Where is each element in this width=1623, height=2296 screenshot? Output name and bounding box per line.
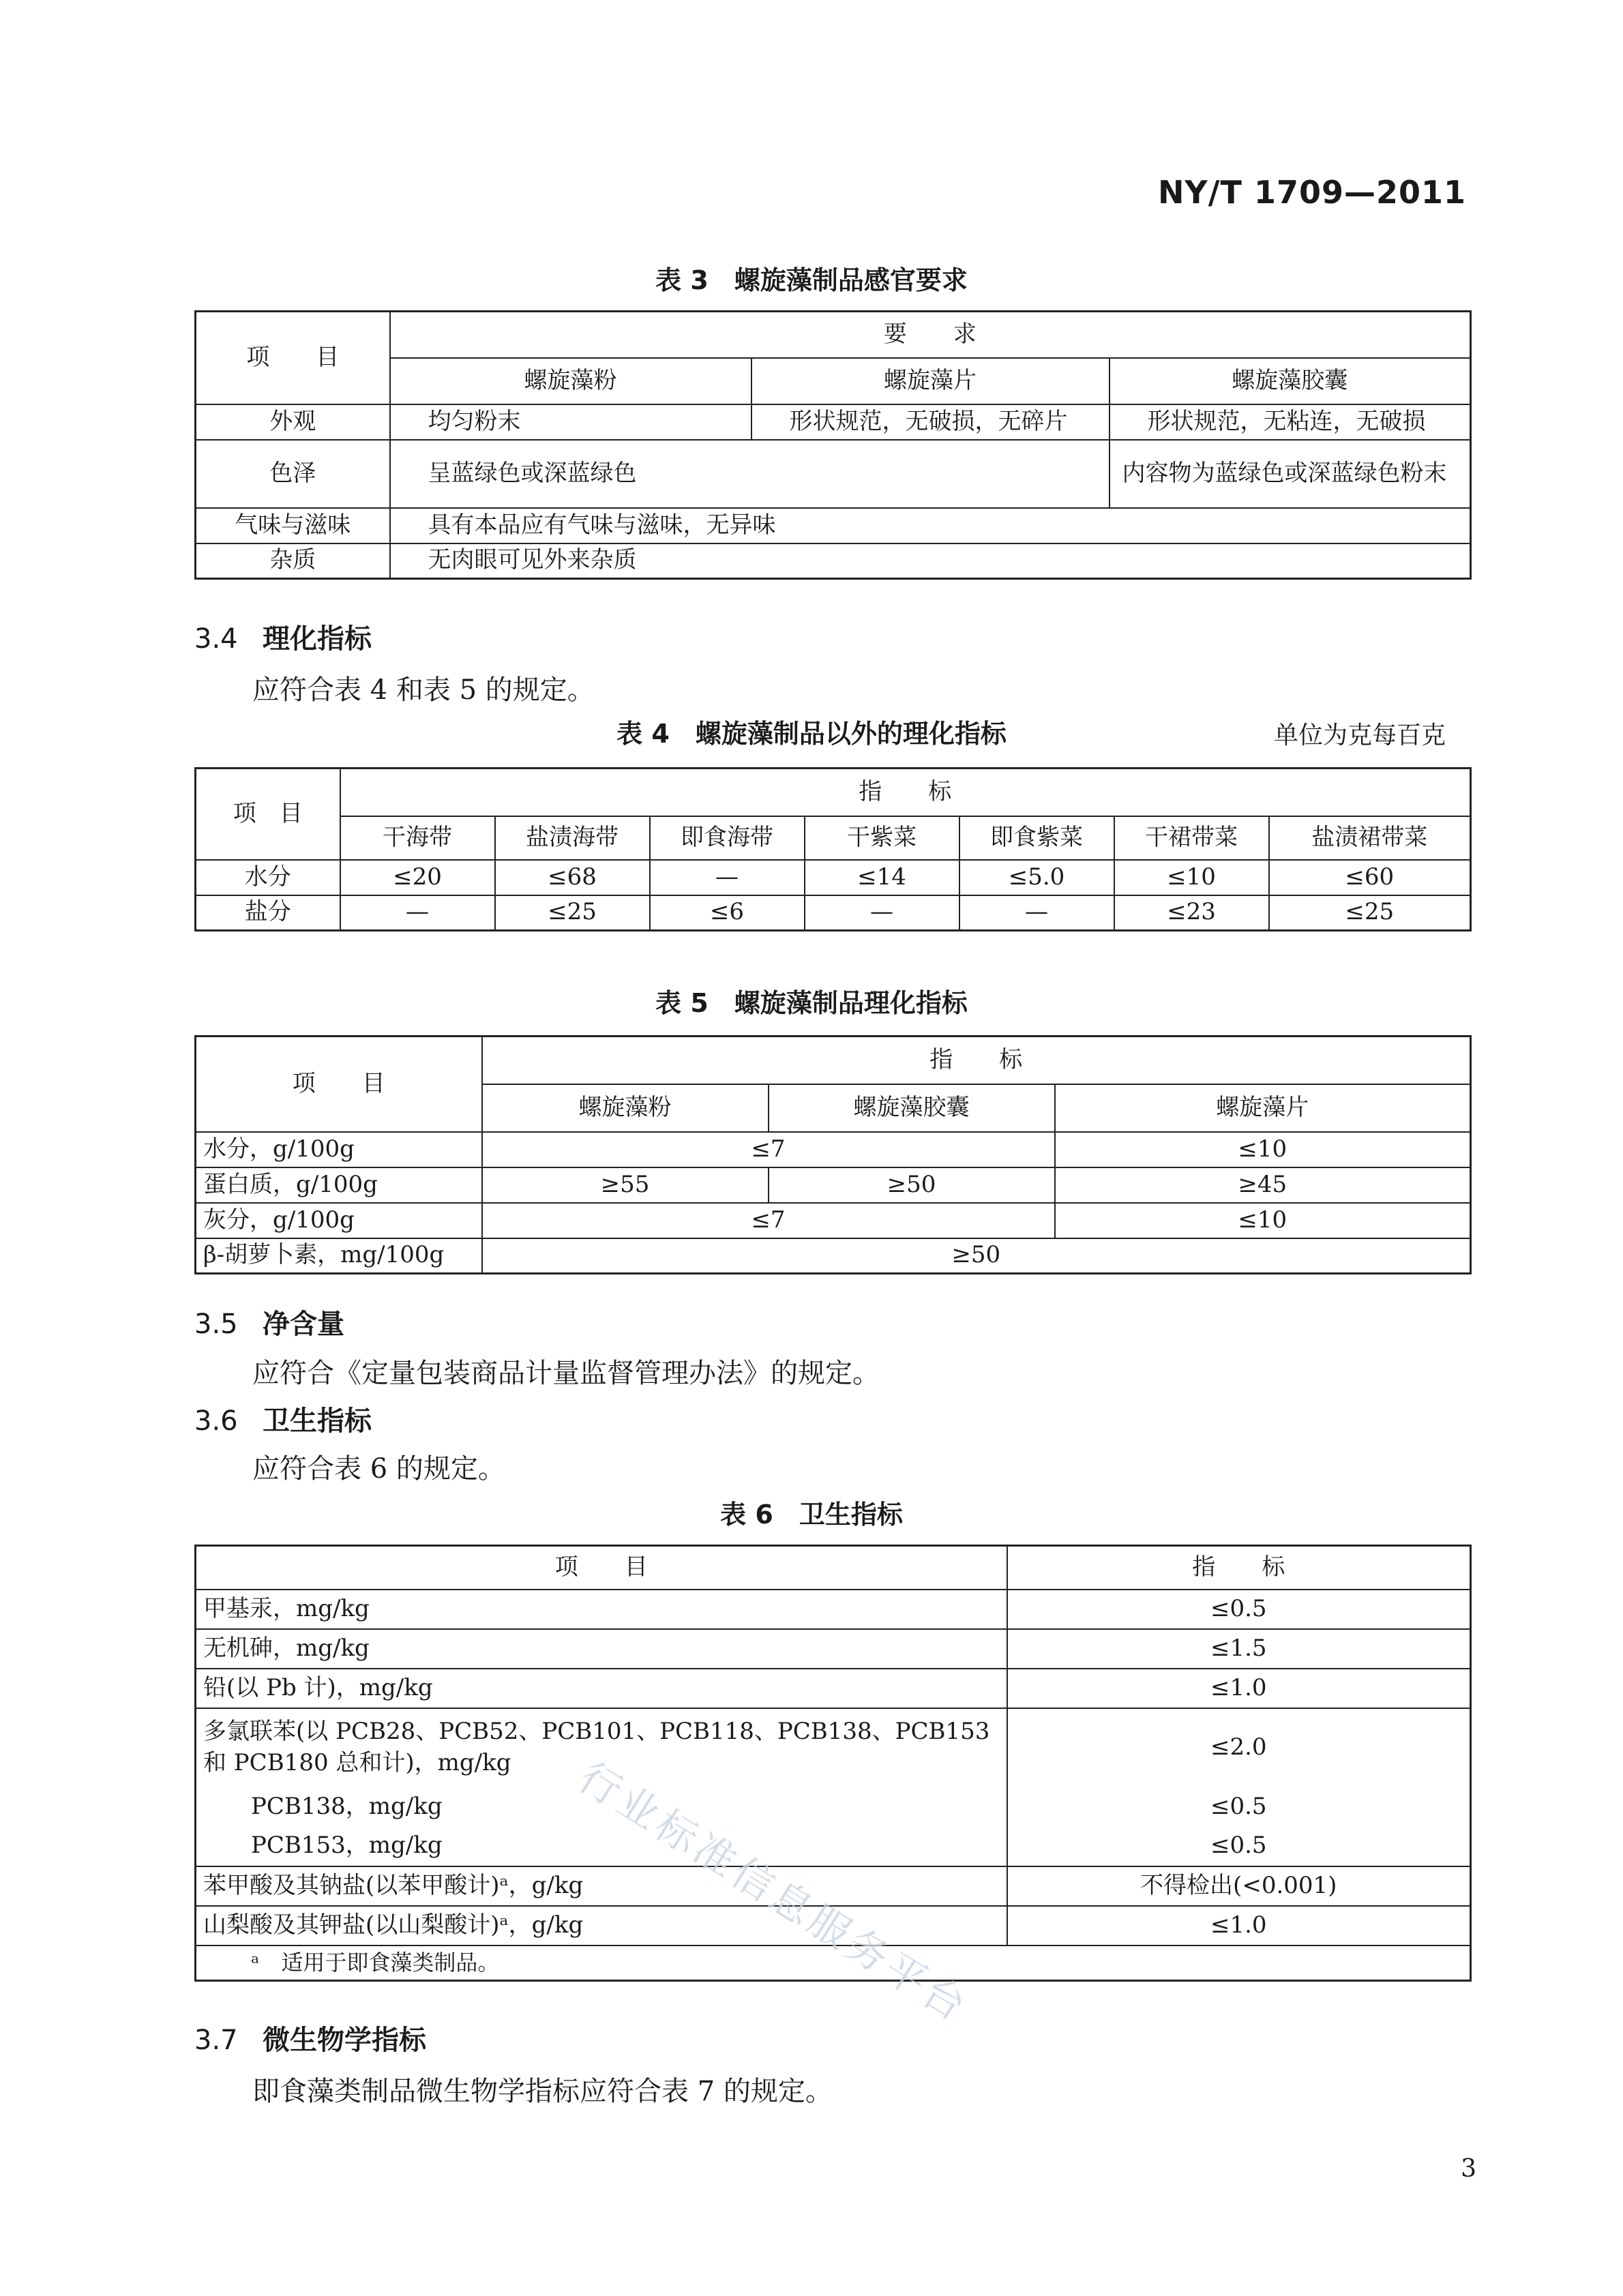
table4: 项 目 指 标 干海带 盐渍海带 即食海带 干紫菜 即食紫菜 干裙带菜 盐渍裙带菜 水分 ≤20 ≤68 — ≤14 ≤5.0 ≤10 ≤60 盐分 — ≤25 ≤6 — — ≤23 ≤25	[194, 767, 1472, 931]
table-row: PCB138，mg/kg ≤0.5	[196, 1787, 1471, 1827]
table-note-row: ᵃ 适用于即食藻类制品。	[196, 1945, 1471, 1981]
table3-col-capsule: 螺旋藻胶囊	[1110, 358, 1471, 404]
table3-col-powder: 螺旋藻粉	[390, 358, 751, 404]
table-row: 多氯联苯(以 PCB28、PCB52、PCB101、PCB118、PCB138、PCB153 和 PCB180 总和计)，mg/kg ≤2.0	[196, 1708, 1471, 1787]
section-3-5-text: 应符合《定量包装商品计量监督管理办法》的规定。	[252, 1358, 880, 1389]
section-3-4-heading: 3.4 理化指标	[194, 623, 372, 655]
table-row: 甲基汞，mg/kg ≤0.5	[196, 1590, 1471, 1629]
table-row: 盐分 — ≤25 ≤6 — — ≤23 ≤25	[196, 895, 1471, 931]
table6-index-header: 指 标	[1007, 1546, 1471, 1590]
table-row: 水分，g/100g ≤7 ≤10	[196, 1132, 1471, 1167]
table-row: 外观 均匀粉末 形状规范，无破损，无碎片 形状规范，无粘连，无破损	[196, 404, 1471, 440]
section-3-7-heading: 3.7 微生物学指标	[194, 2025, 426, 2056]
section-3-4-text: 应符合表 4 和表 5 的规定。	[252, 674, 595, 706]
table3-col-tablet: 螺旋藻片	[751, 358, 1110, 404]
table-row: 气味与滋味 具有本品应有气味与滋味，无异味	[196, 508, 1471, 543]
table5: 项 目 指 标 螺旋藻粉 螺旋藻胶囊 螺旋藻片 水分，g/100g ≤7 ≤10 蛋白质，g/100g ≥55 ≥50 ≥45 灰分，g/100g ≤7 ≤10 β-胡萝卜素，mg/100g ≥50	[194, 1035, 1472, 1274]
table3	[194, 310, 1472, 580]
standard-code: NY/T 1709—2011	[1157, 174, 1466, 211]
table-row: 杂质 无肉眼可见外来杂质	[196, 543, 1471, 579]
table-row: β-胡萝卜素，mg/100g ≥50	[196, 1238, 1471, 1274]
watermark-text: 行业标准信息服务平台	[570, 1753, 977, 2033]
table4-item-header: 项 目	[196, 769, 340, 860]
table6-caption: 表 6 卫生指标	[720, 1500, 903, 1530]
section-3-6-heading: 3.6 卫生指标	[194, 1405, 372, 1437]
table4-caption: 表 4 螺旋藻制品以外的理化指标	[616, 719, 1007, 749]
section-3-6-text: 应符合表 6 的规定。	[252, 1453, 505, 1485]
table-row: 山梨酸及其钾盐(以山梨酸计)ᵃ，g/kg ≤1.0	[196, 1906, 1471, 1945]
section-3-5-heading: 3.5 净含量	[194, 1309, 344, 1340]
table6-item-header: 项 目	[196, 1546, 1007, 1590]
table3-req-header: 要 求	[390, 312, 1471, 358]
table4-index-header: 指 标	[340, 769, 1471, 816]
table3-item-header: 项 目	[196, 312, 390, 404]
table-row: 无机砷，mg/kg ≤1.5	[196, 1629, 1471, 1669]
section-3-7-text: 即食藻类制品微生物学指标应符合表 7 的规定。	[252, 2076, 833, 2107]
table-row: 蛋白质，g/100g ≥55 ≥50 ≥45	[196, 1167, 1471, 1203]
table5-caption: 表 5 螺旋藻制品理化指标	[655, 988, 968, 1018]
table5-index-header: 指 标	[482, 1037, 1471, 1084]
table-row: 灰分，g/100g ≤7 ≤10	[196, 1203, 1471, 1238]
table-row: 色泽 呈蓝绿色或深蓝绿色 内容物为蓝绿色或深蓝绿色粉末	[196, 440, 1471, 508]
page-number: 3	[1461, 2155, 1476, 2183]
table-row: 苯甲酸及其钠盐(以苯甲酸计)ᵃ，g/kg 不得检出(<0.001)	[196, 1866, 1471, 1906]
table4-unit: 单位为克每百克	[1273, 721, 1446, 749]
table-row: 水分 ≤20 ≤68 — ≤14 ≤5.0 ≤10 ≤60	[196, 860, 1471, 895]
table-row: 铅(以 Pb 计)，mg/kg ≤1.0	[196, 1669, 1471, 1708]
table-row: PCB153，mg/kg ≤0.5	[196, 1827, 1471, 1866]
table3-caption: 表 3 螺旋藻制品感官要求	[655, 265, 968, 295]
table5-item-header: 项 目	[196, 1037, 482, 1132]
